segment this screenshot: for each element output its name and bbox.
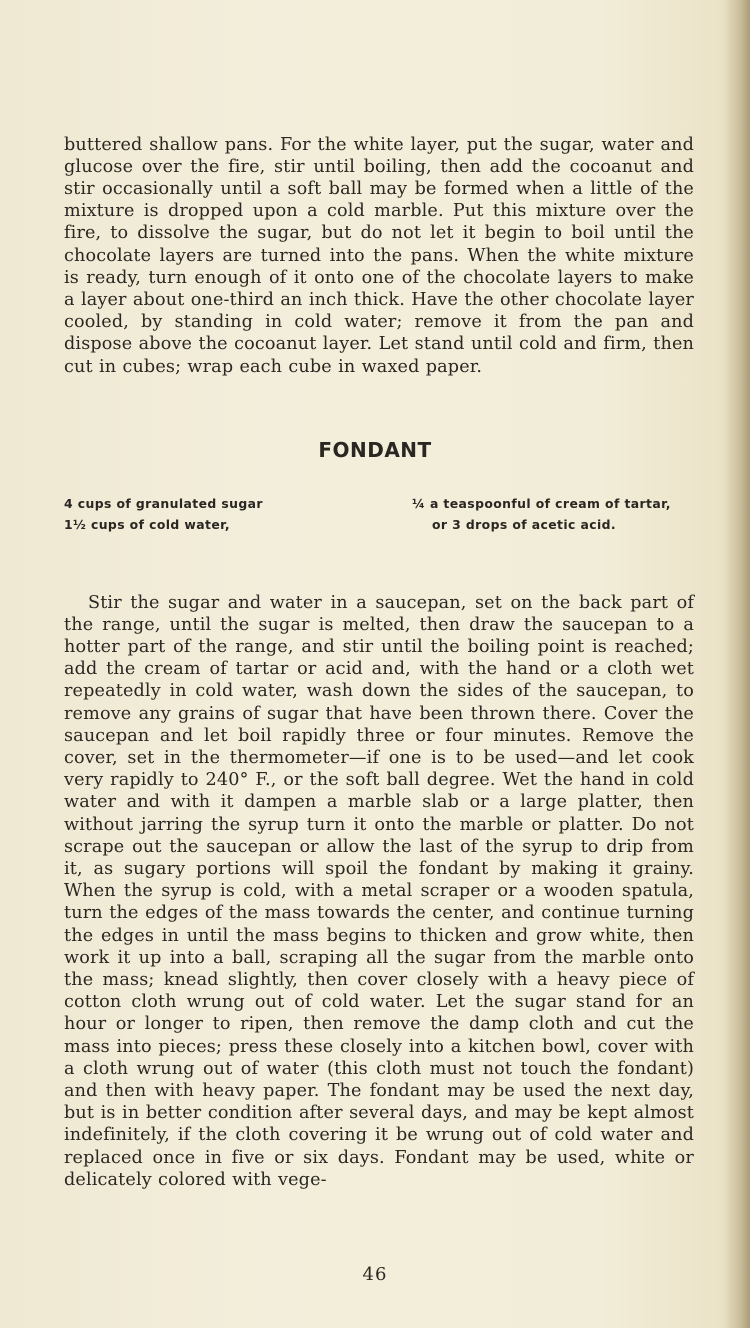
ingredients-right-column	[412, 493, 694, 535]
ingredient-item: or 3 drops of acetic acid.	[432, 517, 617, 532]
fondant-instructions-paragraph: Stir the sugar and water in a saucepan, set on the back part of the range, until the sugar is melted, then draw the saucepan to a hotter part of the range, and stir until the boiling point is reached; add the cream of tartar or acid and, with the hand or a cloth wet repeatedly in cold water, wash down the sides of the saucepan, to remove any grains of sugar that have been thrown there. Cover the saucepan and let boil rapidly three or four minutes. Remove the cover, set in the thermometer—if one is to be used—and let cook very rapidly to 240° F., or the soft ball degree. Wet the hand in cold water and with it dampen a marble slab or a large platter, then without jarring the syrup turn it onto the marble or platter. Do not scrape out the saucepan or allow the last of the syrup to drip from it, as sugary portions will spoil the fondant by making it grainy. When the syrup is cold, with a metal scraper or a wooden spatula, turn the edges of the mass towards the center, and continue turning the edges in until the mass begins to thicken and grow white, then work it up into a ball, scraping all the sugar from the marble onto the mass; knead slightly, then cover closely with a heavy piece of cotton cloth wrung out of cold water. Let the sugar stand for an hour or longer to ripen, then remove the damp cloth and cut the mass into pieces; press these closely into a kitchen bowl, cover with a cloth wrung out of water (this cloth must not touch the fondant) and then with heavy paper. The fondant may be used the next day, but is in better condition after several days, and may be kept almost indefinitely, if the cloth covering it be wrung out of cold water and replaced once in five or six days. Fondant may be used, white or delicately colored with vege-	[64, 592, 694, 1190]
ingredient-item: ¼ a teaspoonful of cream of tartar,	[412, 496, 671, 511]
page-number: 46	[362, 1264, 388, 1285]
section-title: FONDANT	[318, 438, 432, 462]
continuation-paragraph: buttered shallow pans. For the white layer, put the sugar, water and glucose over the fire, stir until boiling, then add the cocoanut and stir occasionally until a soft ball may be formed when a little of the mixture is dropped upon a cold marble. Put this mixture over the fire, to dissolve the sugar, but do not let it begin to boil until the chocolate layers are turned into the pans. When the white mixture is ready, turn enough of it onto one of the chocolate layers to make a layer about one-third an inch thick. Have the other chocolate layer cooled, by standing in cold water; remove it from the pan and dispose above the cocoanut layer. Let stand until cold and firm, then cut in cubes; wrap each cube in waxed paper.	[64, 134, 694, 377]
ingredient-item: 1½ cups of cold water,	[64, 517, 230, 532]
ingredient-item: 4 cups of granulated sugar	[64, 496, 263, 511]
page-edge-shadow	[724, 0, 750, 1328]
ingredients-left-column	[64, 493, 304, 535]
ingredients-list	[64, 493, 694, 535]
